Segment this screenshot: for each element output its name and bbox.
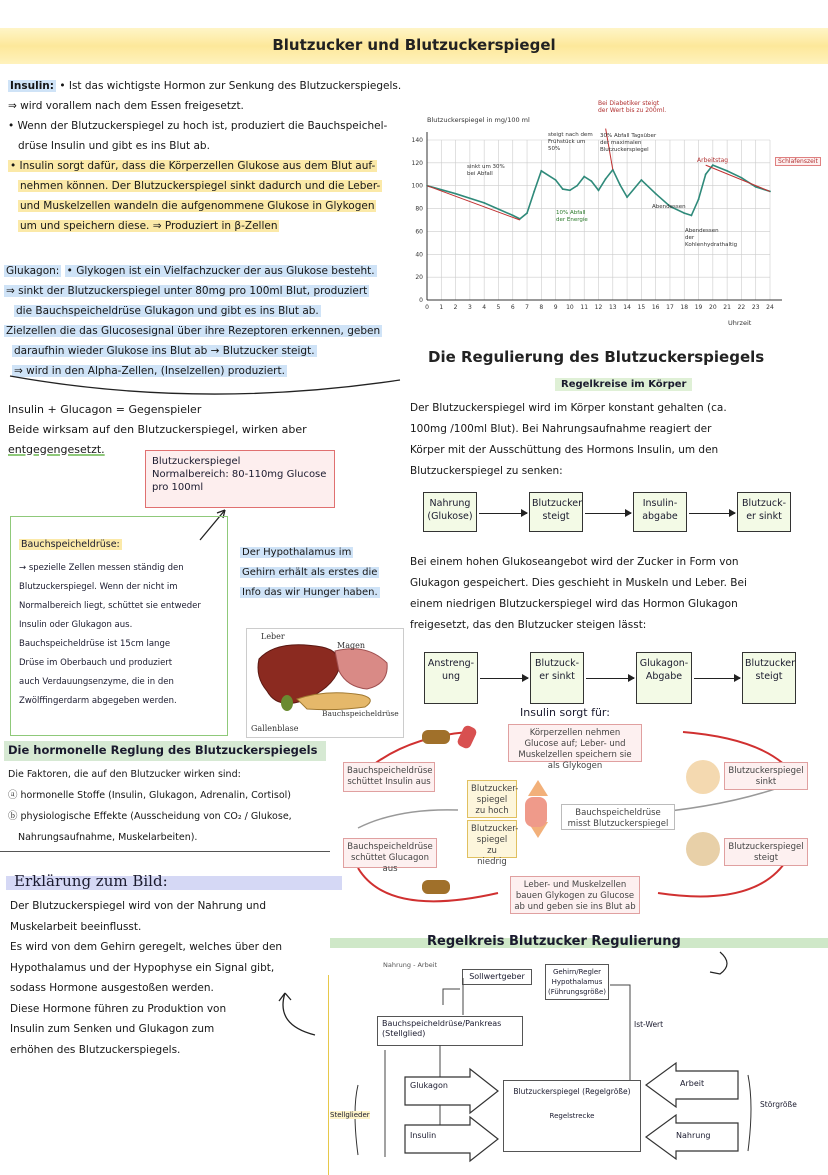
chart-trend-line (706, 165, 770, 191)
rk-regelstrecke-box (503, 1080, 641, 1152)
chart-point (562, 188, 564, 190)
hypo-line: Info das wir Hunger haben. (242, 587, 378, 598)
insulin-line: • Insulin sorgt dafür, dass die Körperzellen Glukose aus dem Blut auf- (10, 160, 376, 172)
reg-line: Bei einem hohen Glukoseangebot wird der Zucker in Form von (410, 556, 739, 568)
blutzucker-chart (405, 100, 828, 335)
running-person-icon (686, 832, 720, 866)
rk-insulin: Insulin (410, 1131, 437, 1140)
erk-line: erhöhen des Blutzuckerspiegels. (10, 1043, 181, 1056)
chart-y-tick-label: 60 (415, 228, 423, 236)
gegenspieler-line: entgegengesetzt. (8, 443, 105, 456)
label-gallenblase: Gallenblase (251, 724, 299, 733)
glukagon-label: Glukagon: (6, 265, 60, 277)
rk-nahrung: Nahrung (676, 1131, 711, 1140)
chart-annotation: Abendessen der Kohlenhydrathaltig (685, 228, 738, 248)
hypo-line: Der Hypothalamus im (242, 547, 352, 558)
chart-x-tick-label: 9 (553, 304, 558, 311)
bauch-line: Normalbereich liegt, schüttet sie entweder (19, 601, 201, 611)
flow-arrow (480, 678, 528, 679)
reg-line: Blutzuckerspiegel zu senken: (410, 465, 563, 477)
chart-point (605, 178, 607, 180)
chart-point (590, 180, 592, 182)
glukagon-line: daraufhin wieder Glukose ins Blut ab → Blutzucker steigt. (14, 345, 315, 357)
horm-line: ⓐ hormonelle Stoffe (Insulin, Glukagon, Adrenalin, Cortisol) (8, 790, 291, 801)
chart-annotation: 10% Abfall der Energie (556, 210, 588, 223)
cycle-misst: Bauchspeicheldrüse misst Blutzuckerspiegel (561, 804, 675, 830)
liver-icon (422, 880, 450, 894)
chart-x-tick-label: 6 (510, 304, 515, 311)
glukagon-line: • Glykogen ist ein Vielfachzucker der aus Glukose besteht. (66, 265, 375, 277)
chart-x-tick-label: 17 (666, 304, 674, 311)
chart-point (626, 196, 628, 198)
insulin-line: • Ist das wichtigste Hormon zur Senkung des Blutzuckerspiegels. (59, 80, 402, 92)
normal-line: pro 100ml (152, 482, 204, 493)
bauch-title: Bauchspeicheldrüse: (21, 539, 120, 550)
chart-x-tick-label: 12 (594, 304, 603, 311)
normal-line: Normalbereich: 80-110mg Glucose (152, 469, 327, 480)
bauch-line: Bauchspeicheldrüse ist 15cm lange (19, 639, 171, 649)
reg-line: 100mg /100ml Blut). Bei Nahrungsaufnahme reagiert der (410, 423, 712, 435)
label-leber: Leber (261, 632, 285, 641)
rk-stellglieder: Stellglieder (330, 1111, 370, 1119)
chart-point (683, 212, 685, 214)
pancreas-icon (525, 797, 547, 827)
chart-x-tick-label: 23 (751, 304, 760, 311)
chart-point (526, 212, 528, 214)
chart-y-tick-label: 120 (411, 159, 423, 167)
rk-arbeit: Arbeit (680, 1079, 705, 1088)
chart-trend-line (427, 186, 520, 220)
flow1-box: Blutzuck-er sinkt (737, 492, 791, 532)
reg-line: einem niedrigen Blutzuckerspiegel wird das Hormon Glukagon (410, 598, 738, 610)
cycle-top-label: Insulin sorgt für: (520, 706, 610, 719)
eating-person-icon (686, 760, 720, 794)
chart-point (540, 170, 542, 172)
erk-line: Hypothalamus und der Hypophyse ein Signal gibt, (10, 961, 275, 974)
chart-x-tick-label: 18 (680, 304, 689, 311)
liver-icon (422, 730, 450, 744)
divider (0, 851, 330, 852)
chart-xlabel: Uhrzeit (728, 319, 752, 327)
bauch-line: Blutzuckerspiegel. Wenn der nicht im (19, 582, 178, 592)
chart-x-tick-label: 24 (766, 304, 774, 311)
flow2-box: Anstreng-ung (424, 652, 478, 704)
flow1-box: Nahrung (Glukose) (423, 492, 477, 532)
label-bauchspeicheldruese: Bauchspeicheldrüse (322, 709, 399, 718)
chart-x-tick-label: 1 (439, 304, 444, 311)
chart-point (712, 164, 714, 166)
erk-line: Es wird von dem Gehirn geregelt, welches über den (10, 941, 283, 953)
chart-y-tick-label: 140 (411, 137, 423, 144)
chart-x-tick-label: 16 (651, 304, 660, 311)
hormonelle-heading: Die hormonelle Reglung des Blutzuckerspiegels (8, 743, 318, 757)
erk-line: Muskelarbeit beeinflusst. (10, 920, 142, 933)
glukagon-line: die Bauchspeicheldrüse Glukagon und gibt es ins Blut ab. (16, 305, 319, 317)
insulin-line: ⇒ wird vorallem nach dem Essen freigesetzt. (8, 100, 244, 112)
page-title: Blutzucker und Blutzuckerspiegel (272, 36, 556, 54)
chart-x-tick-label: 20 (709, 304, 717, 311)
cycle-bauch-insulin: Bauchspeicheldrüse schüttet Insulin aus (343, 762, 435, 792)
cycle-koerperzellen: Körperzellen nehmen Glucose auf; Leber- und Muskelzellen speichern sie als Glykogen (508, 724, 642, 762)
erk-line: Diese Hormone führen zu Produktion von (10, 1002, 227, 1015)
cycle-leber-muskel: Leber- und Muskelzellen bauen Glykogen zu Glucose ab und geben sie ins Blut ab (510, 876, 640, 914)
chart-y-tick-label: 80 (415, 205, 423, 213)
regulierung-p1 (410, 398, 825, 482)
chart-point (576, 185, 578, 187)
hormonelle-text (8, 764, 338, 848)
chart-annotation: steigt nach dem Frühstück um 50% (548, 132, 593, 152)
chart-x-tick-label: 2 (453, 304, 458, 311)
reg-line: Glukagon gespeichert. Dies geschieht in Muskeln und Leber. Bei (410, 577, 747, 589)
rk-stoergroesse: Störgröße (760, 1100, 797, 1109)
chart-annotation: Abendessen (652, 204, 686, 210)
chart-point (483, 202, 485, 204)
chart-x-tick-label: 21 (723, 304, 731, 311)
gegenspieler-line: Beide wirksam auf den Blutzuckerspiegel, wirken aber (8, 423, 307, 436)
chart-annotation: Arbeitstag (697, 157, 729, 164)
chart-point (533, 191, 535, 193)
chart-point (512, 215, 514, 217)
flow-arrow (586, 678, 634, 679)
reg-line: Der Blutzuckerspiegel wird im Körper konstant gehalten (ca. (410, 402, 727, 414)
chart-title: Blutzuckerspiegel in mg/100 ml (427, 116, 530, 124)
bauch-line: Zwölffingerdarm abgegeben werden. (19, 696, 177, 706)
reg-line: freigesetzt, das den Blutzucker steigen lässt: (410, 619, 647, 631)
chart-y-tick-label: 20 (415, 274, 423, 282)
chart-annotation: Schlafenszeit (775, 157, 821, 166)
chart-x-tick-label: 10 (566, 304, 574, 311)
chart-x-tick-label: 8 (539, 304, 544, 311)
regulierung-p2 (410, 552, 825, 636)
chart-point (655, 193, 657, 195)
chart-x-tick-label: 19 (694, 304, 703, 311)
regelkreise-sub: Regelkreise im Körper (555, 378, 692, 391)
insulin-line: und Muskelzellen wandeln die aufgenommene Glukose in Glykogen (20, 200, 375, 212)
chart-x-tick-label: 7 (525, 304, 529, 311)
rk-nahrung-arbeit: Nahrung - Arbeit (383, 961, 438, 969)
glukagon-line: ⇒ wird in den Alpha-Zellen, (Inselzellen) produziert. (14, 365, 285, 377)
chart-point (619, 184, 621, 186)
gegenspieler-line: Insulin + Glucagon = Gegenspieler (8, 403, 202, 416)
regulierung-heading: Die Regulierung des Blutzuckerspiegels (428, 348, 765, 366)
bauchspeicheldruese-box (10, 516, 228, 736)
chart-x-tick-label: 3 (467, 304, 472, 311)
cycle-bauch-glucagon: Bauchspeicheldrüse schüttet Glucagon aus (343, 838, 437, 868)
chart-annotation: 30% Abfall Tagsüber der maximalen Blutzuckerspiegel (600, 133, 657, 153)
chart-x-tick-label: 0 (425, 304, 429, 311)
rk-blutzucker: Blutzuckerspiegel (Regelgröße) (513, 1087, 631, 1096)
bauch-text (19, 559, 224, 711)
chart-point (640, 179, 642, 181)
insulin-line: um und speichern diese. ⇒ Produziert in β-Zellen (20, 220, 278, 232)
rk-bauch: Bauchspeicheldrüse/Pankreas (Stellglied) (377, 1016, 523, 1046)
bauch-line: Drüse im Oberbauch und produziert (19, 658, 173, 668)
flow-arrow (479, 513, 527, 514)
brace-curve (0, 370, 410, 402)
chart-x-tick-label: 4 (482, 304, 487, 311)
chart-annotation: Bei Diabetiker steigt der Wert bis zu 200ml. (598, 100, 667, 114)
rk-gehirn: Gehirn/Regler Hypothalamus (Führungsgröße) (545, 964, 609, 1000)
chart-x-tick-label: 5 (496, 304, 501, 311)
horm-line: ⓑ physiologische Effekte (Ausscheidung von CO₂ / Glukose, (8, 811, 292, 822)
normal-line: Blutzuckerspiegel (152, 456, 241, 467)
erk-line: sodass Hormone ausgestoßen werden. (10, 982, 214, 994)
flow1-box: Blutzucker steigt (529, 492, 583, 532)
bauch-line: → spezielle Zellen messen ständig den (19, 563, 184, 573)
flow1-box: Insulin-abgabe (633, 492, 687, 532)
chart-point (455, 193, 457, 195)
insulin-line: • Wenn der Blutzuckerspiegel zu hoch ist, produziert die Bauchspeichel- (8, 120, 388, 132)
insulin-section (8, 76, 408, 236)
chart-x-tick-label: 14 (623, 304, 631, 311)
normalbereich-box (145, 450, 335, 508)
insulin-line: nehmen können. Der Blutzuckerspiegel sinkt dadurch und die Leber- (20, 180, 381, 192)
cycle-bz-sinkt: Blutzuckerspiegel sinkt (724, 762, 808, 790)
chart-point (598, 189, 600, 191)
erklaerung-heading: Erklärung zum Bild: (14, 872, 168, 890)
cycle-bz-hoch: Blutzucker-spiegel zu hoch (467, 780, 517, 818)
flow-arrow (694, 678, 740, 679)
chart-point (555, 179, 557, 181)
horm-line: Nahrungsaufnahme, Muskelarbeiten). (18, 832, 198, 843)
erk-line: Insulin zum Senken und Glukagon zum (10, 1023, 215, 1035)
glukagon-section (4, 261, 409, 381)
insulin-line: drüse Insulin und gibt es ins Blut ab. (18, 140, 210, 152)
vertical-divider (328, 975, 329, 1175)
flow2-box: Blutzucker steigt (742, 652, 796, 704)
flow2-box: Glukagon-Abgabe (636, 652, 692, 704)
curved-arrow (255, 985, 325, 1045)
chart-point (726, 170, 728, 172)
hypothalamus-note (240, 543, 400, 603)
regelkreis-heading: Regelkreis Blutzucker Regulierung (427, 934, 681, 949)
chart-x-tick-label: 13 (608, 304, 617, 311)
cycle-bz-steigt: Blutzuckerspiegel steigt (724, 838, 808, 866)
reg-line: Körper mit der Ausschüttung des Hormons Insulin, um den (410, 444, 719, 456)
chart-y-tick-label: 0 (419, 297, 423, 304)
chart-point (698, 199, 700, 201)
insulin-label: Insulin: (10, 80, 54, 92)
bauch-line: auch Verdauungsenzyme, die in den (19, 677, 174, 687)
cycle-bz-niedrig: Blutzucker-spiegel zu niedrig (467, 820, 517, 858)
chart-y-tick-label: 40 (415, 251, 423, 259)
flow-arrow (585, 513, 631, 514)
flow2-box: Blutzuck-er sinkt (530, 652, 584, 704)
flow-arrow (689, 513, 735, 514)
chart-x-tick-label: 15 (637, 304, 646, 311)
chart-x-tick-label: 22 (737, 304, 746, 311)
chart-point (690, 215, 692, 217)
chart-point (569, 189, 571, 191)
label-magen: Magen (337, 641, 365, 650)
rk-sollwertgeber: Sollwertgeber (462, 969, 532, 985)
chart-point (583, 176, 585, 178)
chart-point (705, 173, 707, 175)
rk-regelstrecke: Regelstrecke (549, 1112, 595, 1120)
hypo-line: Gehirn erhält als erstes die (242, 567, 378, 578)
rk-istwert: Ist-Wert (634, 1020, 664, 1029)
horm-line: Die Faktoren, die auf den Blutzucker wirken sind: (8, 769, 241, 780)
chart-y-tick-label: 100 (411, 182, 423, 190)
bauch-line: Insulin oder Glukagon aus. (19, 620, 133, 630)
glukagon-line: ⇒ sinkt der Blutzuckerspiegel unter 80mg pro 100ml Blut, produziert (6, 285, 368, 297)
chart-annotation: sinkt um 30% bei Abfall (467, 164, 505, 177)
chart-point (741, 177, 743, 179)
erk-line: Der Blutzuckerspiegel wird von der Nahrung und (10, 900, 267, 912)
glukagon-line: Zielzellen die das Glucosesignal über ihre Rezeptoren erkennen, geben (6, 325, 381, 337)
chart-x-tick-label: 11 (580, 304, 589, 311)
rk-glukagon: Glukagon (410, 1081, 448, 1090)
